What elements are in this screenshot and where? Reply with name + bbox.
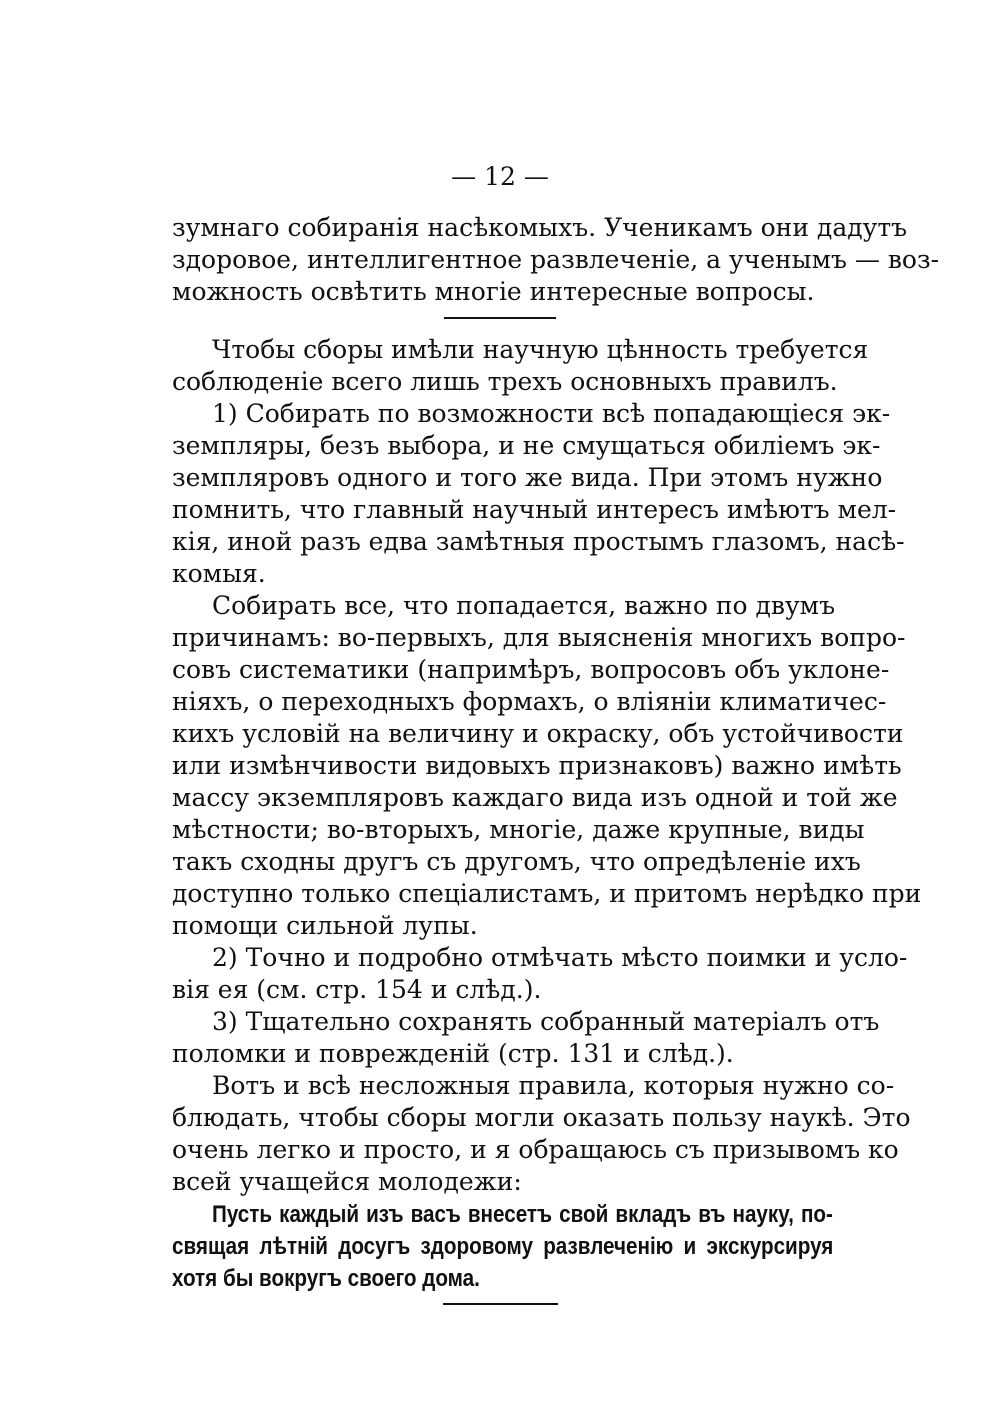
text-line: кихъ условій на величину и окраску, объ устойчивости	[172, 719, 904, 748]
text-line: массу экземпляровъ каждаго вида изъ одной и той же	[172, 783, 898, 812]
text-line: можность освѣтить многіе интересные вопросы.	[172, 277, 815, 306]
appeal-line: свящая лѣтній досугъ здоровому развлеченію и экскурсируя	[172, 1233, 834, 1260]
text-line: совъ систематики (напримѣръ, вопросовъ объ уклоне-	[172, 655, 890, 684]
end-divider	[443, 1303, 558, 1305]
text-line: или измѣнчивости видовыхъ признаковъ) важно имѣть	[172, 751, 902, 780]
text-line: Вотъ и всѣ несложныя правила, которыя нужно со-	[212, 1071, 895, 1100]
text-line: доступно только спеціалистамъ, и притомъ нерѣдко при	[172, 879, 922, 908]
text-line: соблюденіе всего лишь трехъ основныхъ правилъ.	[172, 367, 838, 396]
text-line: мѣстности; во-вторыхъ, многіе, даже крупные, виды	[172, 815, 865, 844]
text-line: 2) Точно и подробно отмѣчать мѣсто поимки и усло-	[212, 943, 908, 972]
text-line: поломки и поврежденій (стр. 131 и слѣд.).	[172, 1039, 734, 1068]
text-line: такъ сходны другъ съ другомъ, что опредѣленіе ихъ	[172, 847, 861, 876]
section-divider	[444, 317, 556, 319]
text-line: земпляры, безъ выбора, и не смущаться обиліемъ эк-	[172, 431, 881, 460]
appeal-line: хотя бы вокругъ своего дома.	[172, 1265, 480, 1292]
page-number: — 12 —	[451, 162, 549, 191]
text-line: здоровое, интеллигентное развлеченіе, а ученымъ — воз-	[172, 245, 940, 274]
text-line: 3) Тщательно сохранять собранный матеріалъ отъ	[212, 1007, 880, 1036]
text-line: Чтобы сборы имѣли научную цѣнность требуется	[212, 335, 869, 364]
text-line: Собирать все, что попадается, важно по двумъ	[212, 591, 836, 620]
text-line: вія ея (см. стр. 154 и слѣд.).	[172, 975, 542, 1004]
text-line: блюдать, чтобы сборы могли оказать пользу наукѣ. Это	[172, 1103, 911, 1132]
text-line: кія, иной разъ едва замѣтныя простымъ глазомъ, насѣ-	[172, 527, 905, 556]
text-line: комыя.	[172, 559, 266, 588]
text-line: зумнаго собиранія насѣкомыхъ. Ученикамъ они дадутъ	[172, 213, 908, 242]
text-line: всей учащейся молодежи:	[172, 1167, 522, 1196]
text-line: земпляровъ одного и того же вида. При этомъ нужно	[172, 463, 883, 492]
text-line: ніяхъ, о переходныхъ формахъ, о вліяніи климатичес-	[172, 687, 887, 716]
appeal-line: Пусть каждый изъ васъ внесетъ свой вкладъ въ науку, по-	[212, 1201, 833, 1228]
text-line: помнить, что главный научный интересъ имѣютъ мел-	[172, 495, 897, 524]
text-line: помощи сильной лупы.	[172, 911, 478, 940]
text-line: 1) Собирать по возможности всѣ попадающіеся эк-	[212, 399, 891, 428]
text-line: причинамъ: во-первыхъ, для выясненія многихъ вопро-	[172, 623, 906, 652]
text-line: очень легко и просто, и я обращаюсь съ призывомъ ко	[172, 1135, 899, 1164]
